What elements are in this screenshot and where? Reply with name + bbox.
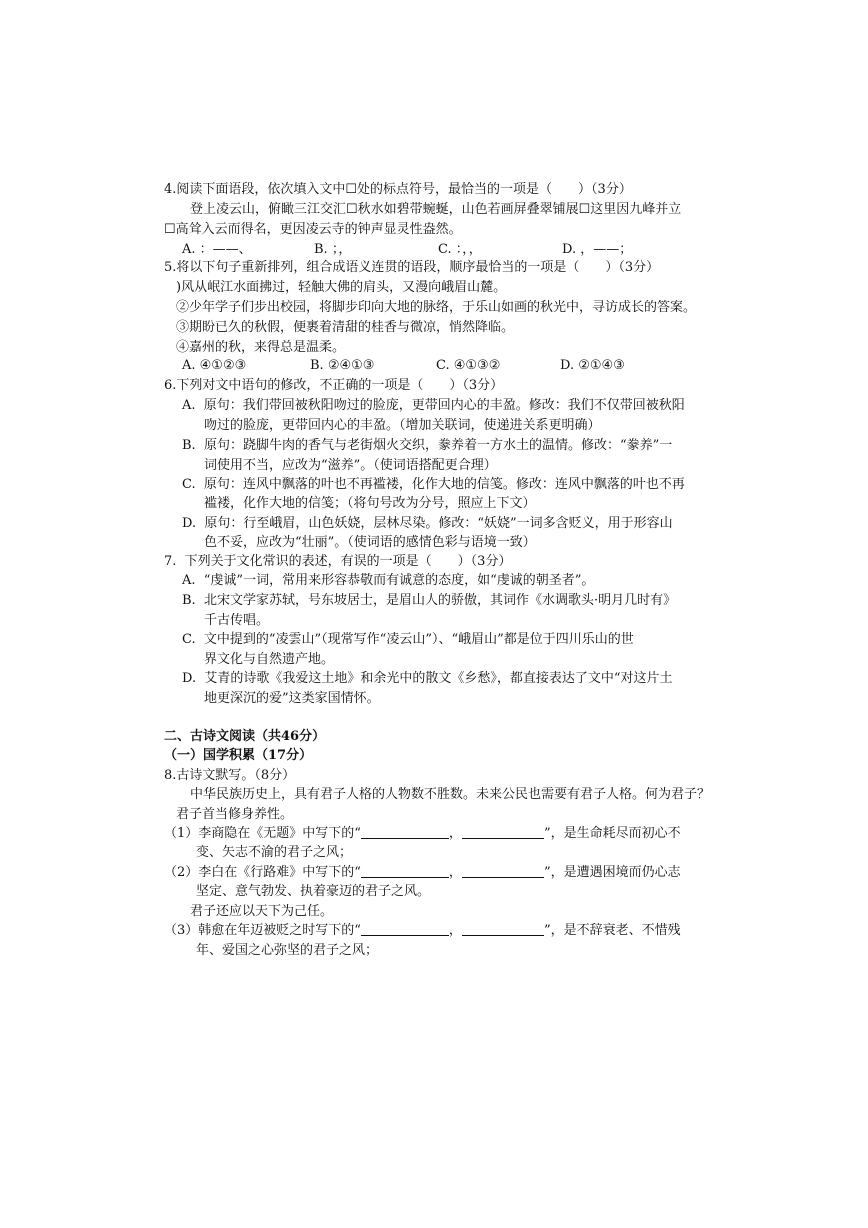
q5-option-a: A. ④①②③ (182, 358, 247, 373)
q8-item-1-prefix: （1）李商隐在《无题》中写下的“ (164, 826, 361, 841)
q5-option-b: B. ②④①③ (310, 358, 375, 373)
q8-item-2-separator: ， (448, 865, 462, 880)
q8-item-1-blank-1[interactable] (361, 825, 449, 839)
q5-sentence-2: ②少年学子们步出校园，将脚步印向大地的脉络，于乐山如画的秋光中，寻访成长的答案。 (176, 300, 697, 315)
q6-option-d-line1: D. 原句：行至峨眉，山色妖娆，层林尽染。修改：“妖娆”一词多含贬义，用于形容山 (182, 516, 673, 531)
q6-option-d-line2: 色不妥，应改为“壮丽”。（使词语的感情色彩与语境一致） (204, 535, 536, 550)
q8-item-2-blank-1[interactable] (361, 864, 449, 878)
q4-paragraph-line1: 登上凌云山，俯瞰三江交汇☐秋水如碧带蜿蜒，山色若画屏叠翠铺展☐这里因九峰并立 (190, 202, 682, 217)
q8-item-2 (164, 863, 681, 883)
q4-option-a: A. ：——、 (182, 242, 252, 257)
q4-paragraph-line2: ☐高耸入云而得名，更因凌云寺的钟声显灵性盎然。 (164, 222, 462, 237)
q6-option-b-line2: 词使用不当，应改为“滋养”。（使词语搭配更合理） (204, 458, 497, 473)
q7-option-c-line1: C. 文中提到的“凌雲山”（现常写作“凌云山”）、“峨眉山”都是位于四川乐山的世 (182, 632, 634, 647)
q7-option-b-line1: B. 北宋文学家苏轼，号东坡居士，是眉山人的骄傲，其词作《水调歌头·明月几时有》 (182, 593, 677, 608)
q7-option-c-line2: 界文化与自然遗产地。 (204, 652, 335, 667)
q5-stem: 5.将以下句子重新排列，组合成语义连贯的语段，顺序最恰当的一项是（ ）（3分） (164, 260, 660, 275)
q8-item-1-blank-2[interactable] (462, 825, 544, 839)
q8-item-1-suffix: ”，是生命耗尽而初心不 (543, 826, 681, 841)
q5-option-c: C. ④①③② (436, 358, 501, 373)
q8-item-1 (164, 824, 681, 844)
section-2-subtitle: （一）国学积累（17分） (164, 748, 313, 763)
q8-item-3-blank-2[interactable] (462, 922, 544, 936)
q5-sentence-4: ④嘉州的秋，来得总是温柔。 (176, 340, 346, 355)
q5-sentence-3: ③期盼已久的秋假，便裹着清甜的桂香与微凉，悄然降临。 (176, 320, 515, 335)
q6-option-c-line1: C. 原句：连风中飘落的叶也不再褴褛，化作大地的信笺。修改：连风中飘落的叶也不再 (182, 477, 685, 492)
q6-option-b-line1: B. 原句：跷脚牛肉的香气与老街烟火交织，豢养着一方水土的温情。修改：“豢养”一 (182, 438, 673, 453)
q7-option-d-line1: D. 艾青的诗歌《我爱这土地》和余光中的散文《乡愁》，都直接表达了文中“对这片土 (182, 671, 673, 686)
q8-item-2-suffix: ”，是遭遇困境而仍心志 (543, 865, 681, 880)
q8-item-3-separator: ， (448, 923, 462, 938)
section-2-title: 二、古诗文阅读（共46分） (164, 729, 326, 744)
q7-option-a: A. “虔诚”一词，常用来形容恭敬而有诚意的态度，如“虔诚的朝圣者”。 (182, 573, 595, 588)
q5-sentence-1: )风从岷江水面拂过，轻触大佛的肩头，又漫向峨眉山麓。 (176, 280, 507, 295)
q5-option-d: D. ②①④③ (560, 358, 625, 373)
q8-item-3-prefix: （3）韩愈在年迈被贬之时写下的“ (164, 923, 361, 938)
q6-option-a-line2: 吻过的脸庞，更带回内心的丰盈。（增加关联词，使递进关系更明确） (204, 418, 601, 433)
q8-item-1-cont: 变、矢志不渝的君子之风； (196, 845, 353, 860)
q7-option-d-line2: 地更深沉的爱”这类家国情怀。 (204, 691, 380, 706)
q6-option-c-line2: 褴褛，化作大地的信笺；（将句号改为分号，照应上下文） (204, 496, 536, 511)
q8-item-2-blank-2[interactable] (462, 864, 544, 878)
q4-option-d: D. ，——； (562, 242, 633, 257)
q4-options (182, 240, 642, 260)
q7-option-b-line2: 千古传唱。 (204, 613, 270, 628)
q8-item-3-suffix: ”，是不辞衰老、不惜残 (543, 923, 681, 938)
q8-transition: 君子还应以天下为己任。 (190, 904, 334, 919)
q6-option-a-line1: A. 原句：我们带回被秋阳吻过的脸庞，更带回内心的丰盈。修改：我们不仅带回被秋阳 (182, 398, 685, 413)
q8-item-2-cont: 坚定、意气勃发、执着豪迈的君子之风。 (196, 884, 431, 899)
q8-intro-line1: 中华民族历史上，具有君子人格的人物数不胜数。未来公民也需要有君子人格。何为君子？ (190, 787, 711, 802)
q7-stem: 7. 下列关于文化常识的表述，有误的一项是（ ）（3分） (164, 554, 512, 569)
q4-stem: 4.阅读下面语段，依次填入文中☐处的标点符号，最恰当的一项是（ ）（3分） (164, 182, 632, 197)
q8-item-1-separator: ， (448, 826, 462, 841)
q8-item-3-blank-1[interactable] (361, 922, 449, 936)
q8-item-3-cont: 年、爱国之心弥坚的君子之风； (196, 943, 379, 958)
q4-option-c: C. ：，， (438, 242, 482, 257)
q8-item-2-prefix: （2）李白在《行路难》中写下的“ (164, 865, 361, 880)
q4-option-b: B. ；， (314, 242, 352, 257)
q6-stem: 6.下列对文中语句的修改，不正确的一项是（ ）（3分） (164, 378, 504, 393)
q8-stem: 8.古诗文默写。（8分） (164, 768, 296, 783)
q8-item-3 (164, 921, 681, 941)
q8-intro-line2: 君子首当修身养性。 (176, 807, 294, 822)
q5-options (182, 356, 625, 376)
